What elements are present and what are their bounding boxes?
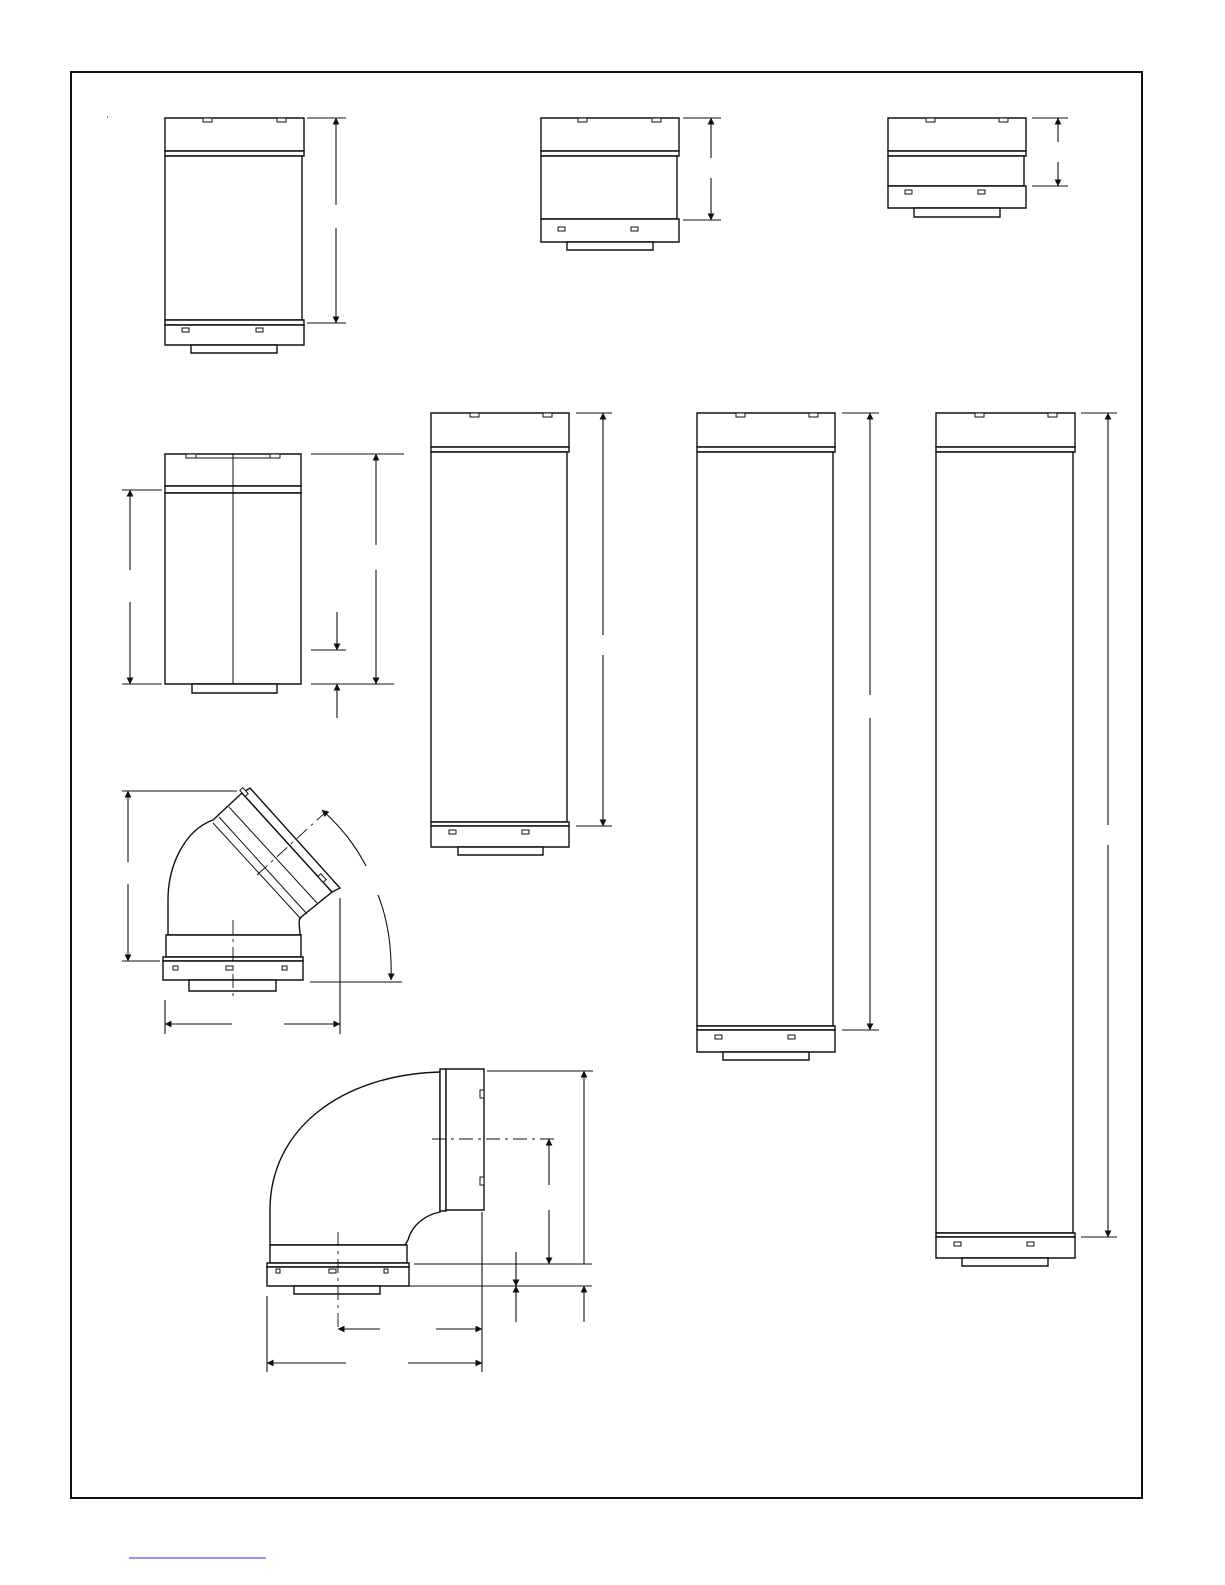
adjustable-pipe bbox=[122, 454, 404, 718]
straight-pipe-short-4 bbox=[888, 118, 1068, 217]
straight-pipe-36 bbox=[697, 413, 879, 1060]
straight-pipe-24 bbox=[431, 413, 612, 855]
elbow-45 bbox=[122, 788, 402, 1034]
elbow-90 bbox=[267, 1069, 593, 1372]
straight-pipe-short-6 bbox=[541, 118, 721, 250]
straight-pipe-short-12 bbox=[165, 118, 346, 353]
straight-pipe-48 bbox=[936, 413, 1117, 1266]
